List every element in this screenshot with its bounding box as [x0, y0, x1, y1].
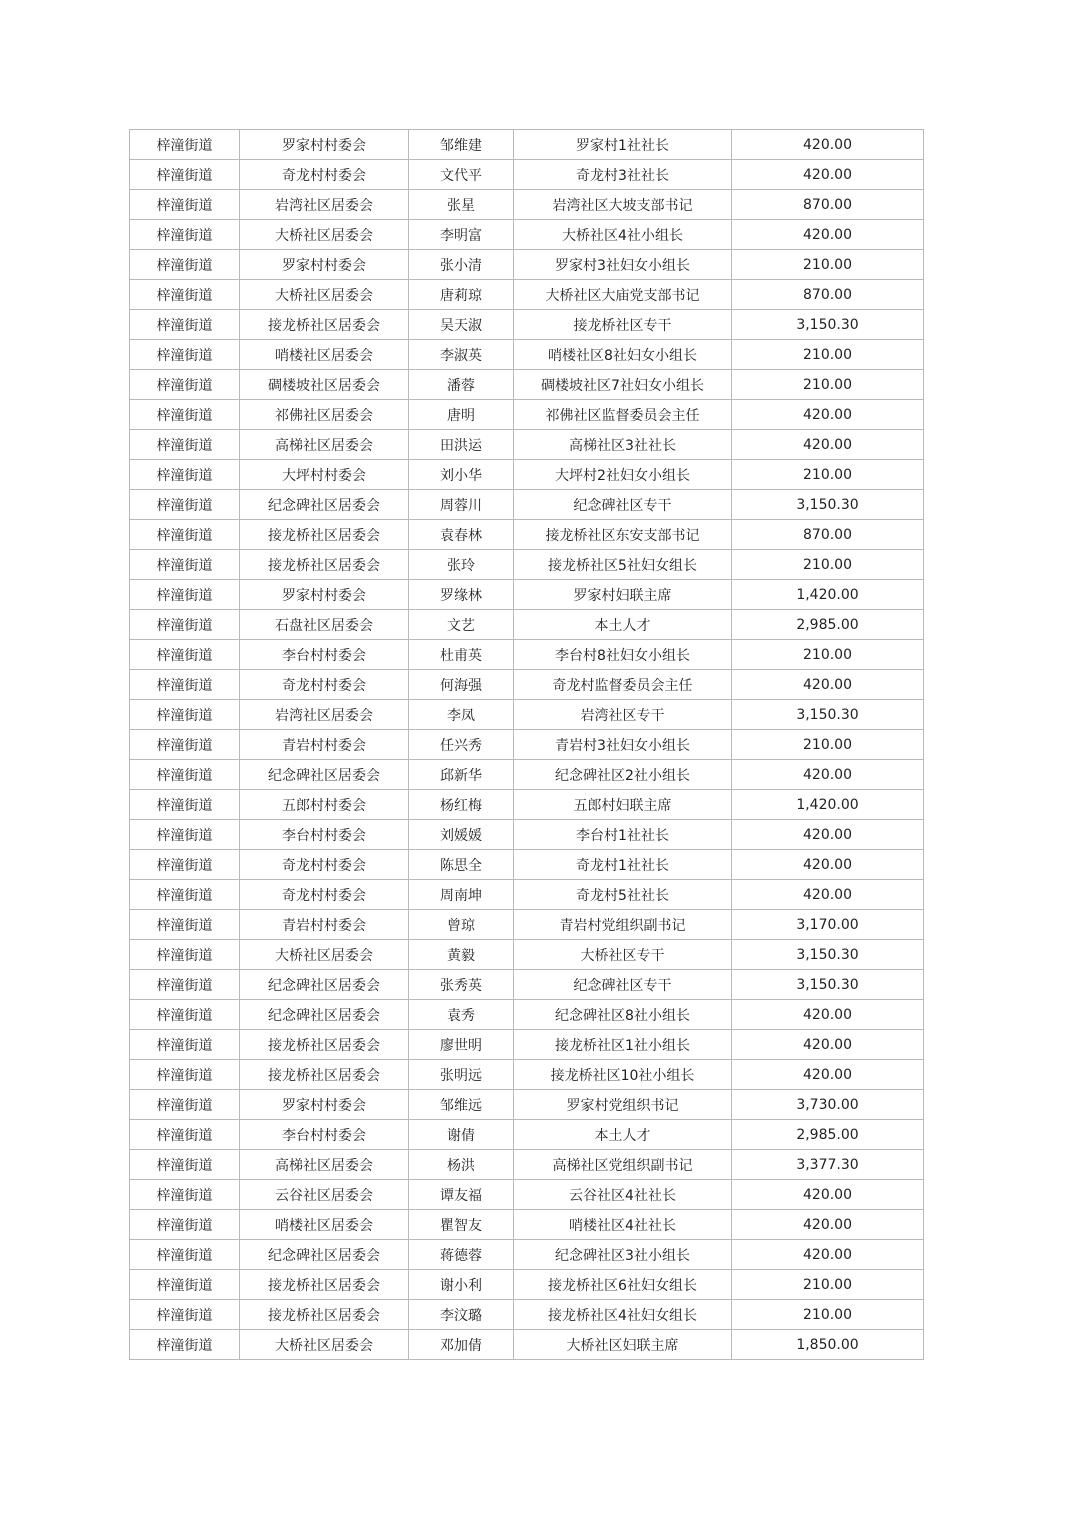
table-row: [130, 430, 924, 460]
committee-cell: 岩湾社区居委会: [240, 190, 409, 220]
table-row: [130, 580, 924, 610]
position-cell: 接龙桥社区东安支部书记: [514, 520, 732, 550]
table-row: [130, 1030, 924, 1060]
committee-cell: 罗家村村委会: [240, 580, 409, 610]
street-cell: 梓潼街道: [130, 160, 240, 190]
committee-cell: 大桥社区居委会: [240, 220, 409, 250]
position-cell: 大桥社区妇联主席: [514, 1330, 732, 1360]
position-cell: 李台村1社社长: [514, 820, 732, 850]
committee-cell: 罗家村村委会: [240, 1090, 409, 1120]
position-cell: 岩湾社区大坡支部书记: [514, 190, 732, 220]
street-cell: 梓潼街道: [130, 490, 240, 520]
roster-table-body: [130, 130, 924, 1360]
amount-cell: 420.00: [732, 880, 924, 910]
position-cell: 接龙桥社区10社小组长: [514, 1060, 732, 1090]
street-cell: 梓潼街道: [130, 730, 240, 760]
person-name-cell: 唐明: [409, 400, 514, 430]
table-row: [130, 520, 924, 550]
person-name-cell: 李汶璐: [409, 1300, 514, 1330]
table-row: [130, 820, 924, 850]
street-cell: 梓潼街道: [130, 1060, 240, 1090]
position-cell: 奇龙村5社社长: [514, 880, 732, 910]
person-name-cell: 周南坤: [409, 880, 514, 910]
street-cell: 梓潼街道: [130, 1240, 240, 1270]
committee-cell: 李台村村委会: [240, 820, 409, 850]
person-name-cell: 何海强: [409, 670, 514, 700]
person-name-cell: 杨红梅: [409, 790, 514, 820]
committee-cell: 云谷社区居委会: [240, 1180, 409, 1210]
table-row: [130, 1240, 924, 1270]
street-cell: 梓潼街道: [130, 250, 240, 280]
person-name-cell: 陈思全: [409, 850, 514, 880]
street-cell: 梓潼街道: [130, 550, 240, 580]
street-cell: 梓潼街道: [130, 1120, 240, 1150]
committee-cell: 罗家村村委会: [240, 130, 409, 160]
amount-cell: 210.00: [732, 250, 924, 280]
amount-cell: 420.00: [732, 1210, 924, 1240]
person-name-cell: 谭友福: [409, 1180, 514, 1210]
street-cell: 梓潼街道: [130, 760, 240, 790]
street-cell: 梓潼街道: [130, 520, 240, 550]
amount-cell: 210.00: [732, 370, 924, 400]
amount-cell: 420.00: [732, 760, 924, 790]
amount-cell: 210.00: [732, 460, 924, 490]
position-cell: 高梯社区党组织副书记: [514, 1150, 732, 1180]
street-cell: 梓潼街道: [130, 460, 240, 490]
position-cell: 罗家村妇联主席: [514, 580, 732, 610]
table-row: [130, 490, 924, 520]
person-name-cell: 李淑英: [409, 340, 514, 370]
amount-cell: 420.00: [732, 220, 924, 250]
amount-cell: 420.00: [732, 820, 924, 850]
street-cell: 梓潼街道: [130, 220, 240, 250]
table-row: [130, 1150, 924, 1180]
position-cell: 大坪村2社妇女小组长: [514, 460, 732, 490]
position-cell: 罗家村1社社长: [514, 130, 732, 160]
amount-cell: 420.00: [732, 400, 924, 430]
table-row: [130, 640, 924, 670]
person-name-cell: 张明远: [409, 1060, 514, 1090]
person-name-cell: 李凤: [409, 700, 514, 730]
committee-cell: 奇龙村村委会: [240, 160, 409, 190]
amount-cell: 210.00: [732, 730, 924, 760]
table-row: [130, 220, 924, 250]
street-cell: 梓潼街道: [130, 370, 240, 400]
position-cell: 纪念碑社区8社小组长: [514, 1000, 732, 1030]
person-name-cell: 黄毅: [409, 940, 514, 970]
position-cell: 奇龙村3社社长: [514, 160, 732, 190]
amount-cell: 420.00: [732, 160, 924, 190]
person-name-cell: 袁春林: [409, 520, 514, 550]
position-cell: 接龙桥社区4社妇女组长: [514, 1300, 732, 1330]
street-cell: 梓潼街道: [130, 820, 240, 850]
position-cell: 本土人才: [514, 610, 732, 640]
committee-cell: 青岩村村委会: [240, 910, 409, 940]
person-name-cell: 袁秀: [409, 1000, 514, 1030]
committee-cell: 李台村村委会: [240, 640, 409, 670]
table-row: [130, 1270, 924, 1300]
person-name-cell: 谢倩: [409, 1120, 514, 1150]
street-cell: 梓潼街道: [130, 400, 240, 430]
position-cell: 岩湾社区专干: [514, 700, 732, 730]
position-cell: 奇龙村1社社长: [514, 850, 732, 880]
amount-cell: 420.00: [732, 130, 924, 160]
amount-cell: 3,377.30: [732, 1150, 924, 1180]
table-row: [130, 730, 924, 760]
street-cell: 梓潼街道: [130, 910, 240, 940]
person-name-cell: 张玲: [409, 550, 514, 580]
position-cell: 五郎村妇联主席: [514, 790, 732, 820]
table-row: [130, 1000, 924, 1030]
committee-cell: 石盘社区居委会: [240, 610, 409, 640]
person-name-cell: 潘蓉: [409, 370, 514, 400]
position-cell: 哨楼社区4社社长: [514, 1210, 732, 1240]
position-cell: 接龙桥社区5社妇女组长: [514, 550, 732, 580]
amount-cell: 3,150.30: [732, 490, 924, 520]
amount-cell: 870.00: [732, 280, 924, 310]
position-cell: 纪念碑社区2社小组长: [514, 760, 732, 790]
committee-cell: 纪念碑社区居委会: [240, 760, 409, 790]
amount-cell: 3,730.00: [732, 1090, 924, 1120]
table-row: [130, 1330, 924, 1360]
street-cell: 梓潼街道: [130, 430, 240, 460]
table-row: [130, 1090, 924, 1120]
amount-cell: 420.00: [732, 1180, 924, 1210]
committee-cell: 接龙桥社区居委会: [240, 310, 409, 340]
committee-cell: 碉楼坡社区居委会: [240, 370, 409, 400]
committee-cell: 祁佛社区居委会: [240, 400, 409, 430]
street-cell: 梓潼街道: [130, 1030, 240, 1060]
position-cell: 高梯社区3社社长: [514, 430, 732, 460]
amount-cell: 2,985.00: [732, 610, 924, 640]
position-cell: 纪念碑社区专干: [514, 970, 732, 1000]
street-cell: 梓潼街道: [130, 640, 240, 670]
amount-cell: 3,150.30: [732, 310, 924, 340]
committee-cell: 大桥社区居委会: [240, 1330, 409, 1360]
person-name-cell: 罗缘林: [409, 580, 514, 610]
street-cell: 梓潼街道: [130, 310, 240, 340]
person-name-cell: 李明富: [409, 220, 514, 250]
person-name-cell: 邓加倩: [409, 1330, 514, 1360]
amount-cell: 420.00: [732, 1060, 924, 1090]
committee-cell: 接龙桥社区居委会: [240, 1270, 409, 1300]
amount-cell: 1,420.00: [732, 580, 924, 610]
position-cell: 李台村8社妇女小组长: [514, 640, 732, 670]
amount-cell: 420.00: [732, 850, 924, 880]
table-row: [130, 550, 924, 580]
street-cell: 梓潼街道: [130, 700, 240, 730]
amount-cell: 3,150.30: [732, 940, 924, 970]
position-cell: 罗家村3社妇女小组长: [514, 250, 732, 280]
roster-table: [129, 129, 924, 1360]
committee-cell: 纪念碑社区居委会: [240, 1000, 409, 1030]
position-cell: 罗家村党组织书记: [514, 1090, 732, 1120]
table-row: [130, 460, 924, 490]
position-cell: 大桥社区专干: [514, 940, 732, 970]
committee-cell: 奇龙村村委会: [240, 880, 409, 910]
street-cell: 梓潼街道: [130, 1150, 240, 1180]
position-cell: 祁佛社区监督委员会主任: [514, 400, 732, 430]
amount-cell: 420.00: [732, 1000, 924, 1030]
person-name-cell: 邹维建: [409, 130, 514, 160]
amount-cell: 3,150.30: [732, 970, 924, 1000]
person-name-cell: 谢小利: [409, 1270, 514, 1300]
amount-cell: 3,150.30: [732, 700, 924, 730]
committee-cell: 奇龙村村委会: [240, 850, 409, 880]
table-row: [130, 910, 924, 940]
amount-cell: 1,420.00: [732, 790, 924, 820]
committee-cell: 大桥社区居委会: [240, 940, 409, 970]
table-row: [130, 670, 924, 700]
committee-cell: 接龙桥社区居委会: [240, 550, 409, 580]
committee-cell: 罗家村村委会: [240, 250, 409, 280]
street-cell: 梓潼街道: [130, 1330, 240, 1360]
street-cell: 梓潼街道: [130, 190, 240, 220]
position-cell: 接龙桥社区6社妇女组长: [514, 1270, 732, 1300]
person-name-cell: 吴天淑: [409, 310, 514, 340]
person-name-cell: 文代平: [409, 160, 514, 190]
position-cell: 大桥社区4社小组长: [514, 220, 732, 250]
amount-cell: 210.00: [732, 1270, 924, 1300]
street-cell: 梓潼街道: [130, 880, 240, 910]
person-name-cell: 文艺: [409, 610, 514, 640]
person-name-cell: 张小清: [409, 250, 514, 280]
position-cell: 接龙桥社区1社小组长: [514, 1030, 732, 1060]
committee-cell: 接龙桥社区居委会: [240, 520, 409, 550]
street-cell: 梓潼街道: [130, 670, 240, 700]
street-cell: 梓潼街道: [130, 280, 240, 310]
table-row: [130, 970, 924, 1000]
position-cell: 本土人才: [514, 1120, 732, 1150]
position-cell: 纪念碑社区3社小组长: [514, 1240, 732, 1270]
table-row: [130, 760, 924, 790]
position-cell: 哨楼社区8社妇女小组长: [514, 340, 732, 370]
position-cell: 纪念碑社区专干: [514, 490, 732, 520]
table-row: [130, 190, 924, 220]
table-row: [130, 400, 924, 430]
table-row: [130, 160, 924, 190]
committee-cell: 岩湾社区居委会: [240, 700, 409, 730]
street-cell: 梓潼街道: [130, 1300, 240, 1330]
street-cell: 梓潼街道: [130, 940, 240, 970]
position-cell: 青岩村党组织副书记: [514, 910, 732, 940]
amount-cell: 420.00: [732, 670, 924, 700]
table-row: [130, 310, 924, 340]
person-name-cell: 瞿智友: [409, 1210, 514, 1240]
committee-cell: 大桥社区居委会: [240, 280, 409, 310]
table-row: [130, 700, 924, 730]
committee-cell: 纪念碑社区居委会: [240, 1240, 409, 1270]
committee-cell: 接龙桥社区居委会: [240, 1030, 409, 1060]
person-name-cell: 唐莉琼: [409, 280, 514, 310]
amount-cell: 420.00: [732, 1030, 924, 1060]
street-cell: 梓潼街道: [130, 340, 240, 370]
committee-cell: 纪念碑社区居委会: [240, 490, 409, 520]
committee-cell: 五郎村村委会: [240, 790, 409, 820]
amount-cell: 870.00: [732, 190, 924, 220]
position-cell: 接龙桥社区专干: [514, 310, 732, 340]
amount-cell: 210.00: [732, 1300, 924, 1330]
amount-cell: 3,170.00: [732, 910, 924, 940]
amount-cell: 1,850.00: [732, 1330, 924, 1360]
person-name-cell: 廖世明: [409, 1030, 514, 1060]
table-row: [130, 1210, 924, 1240]
table-row: [130, 250, 924, 280]
position-cell: 云谷社区4社社长: [514, 1180, 732, 1210]
person-name-cell: 刘小华: [409, 460, 514, 490]
table-row: [130, 1060, 924, 1090]
person-name-cell: 邹维远: [409, 1090, 514, 1120]
street-cell: 梓潼街道: [130, 1090, 240, 1120]
table-row: [130, 130, 924, 160]
committee-cell: 哨楼社区居委会: [240, 1210, 409, 1240]
amount-cell: 210.00: [732, 550, 924, 580]
committee-cell: 接龙桥社区居委会: [240, 1060, 409, 1090]
position-cell: 奇龙村监督委员会主任: [514, 670, 732, 700]
table-row: [130, 340, 924, 370]
amount-cell: 210.00: [732, 640, 924, 670]
committee-cell: 青岩村村委会: [240, 730, 409, 760]
table-row: [130, 880, 924, 910]
table-row: [130, 850, 924, 880]
table-row: [130, 370, 924, 400]
table-row: [130, 790, 924, 820]
person-name-cell: 邱新华: [409, 760, 514, 790]
street-cell: 梓潼街道: [130, 130, 240, 160]
street-cell: 梓潼街道: [130, 850, 240, 880]
person-name-cell: 曾琼: [409, 910, 514, 940]
amount-cell: 2,985.00: [732, 1120, 924, 1150]
committee-cell: 纪念碑社区居委会: [240, 970, 409, 1000]
person-name-cell: 周蓉川: [409, 490, 514, 520]
street-cell: 梓潼街道: [130, 580, 240, 610]
committee-cell: 高梯社区居委会: [240, 1150, 409, 1180]
table-row: [130, 1120, 924, 1150]
street-cell: 梓潼街道: [130, 1270, 240, 1300]
street-cell: 梓潼街道: [130, 790, 240, 820]
table-row: [130, 610, 924, 640]
person-name-cell: 杨洪: [409, 1150, 514, 1180]
amount-cell: 420.00: [732, 430, 924, 460]
table-row: [130, 940, 924, 970]
person-name-cell: 任兴秀: [409, 730, 514, 760]
amount-cell: 420.00: [732, 1240, 924, 1270]
street-cell: 梓潼街道: [130, 1000, 240, 1030]
street-cell: 梓潼街道: [130, 970, 240, 1000]
table-row: [130, 1300, 924, 1330]
committee-cell: 奇龙村村委会: [240, 670, 409, 700]
amount-cell: 210.00: [732, 340, 924, 370]
committee-cell: 接龙桥社区居委会: [240, 1300, 409, 1330]
street-cell: 梓潼街道: [130, 610, 240, 640]
street-cell: 梓潼街道: [130, 1180, 240, 1210]
position-cell: 碉楼坡社区7社妇女小组长: [514, 370, 732, 400]
person-name-cell: 张秀英: [409, 970, 514, 1000]
position-cell: 青岩村3社妇女小组长: [514, 730, 732, 760]
table-row: [130, 1180, 924, 1210]
amount-cell: 870.00: [732, 520, 924, 550]
committee-cell: 李台村村委会: [240, 1120, 409, 1150]
person-name-cell: 蒋德蓉: [409, 1240, 514, 1270]
committee-cell: 哨楼社区居委会: [240, 340, 409, 370]
person-name-cell: 刘媛媛: [409, 820, 514, 850]
table-row: [130, 280, 924, 310]
committee-cell: 高梯社区居委会: [240, 430, 409, 460]
person-name-cell: 张星: [409, 190, 514, 220]
committee-cell: 大坪村村委会: [240, 460, 409, 490]
position-cell: 大桥社区大庙党支部书记: [514, 280, 732, 310]
person-name-cell: 杜甫英: [409, 640, 514, 670]
street-cell: 梓潼街道: [130, 1210, 240, 1240]
person-name-cell: 田洪运: [409, 430, 514, 460]
